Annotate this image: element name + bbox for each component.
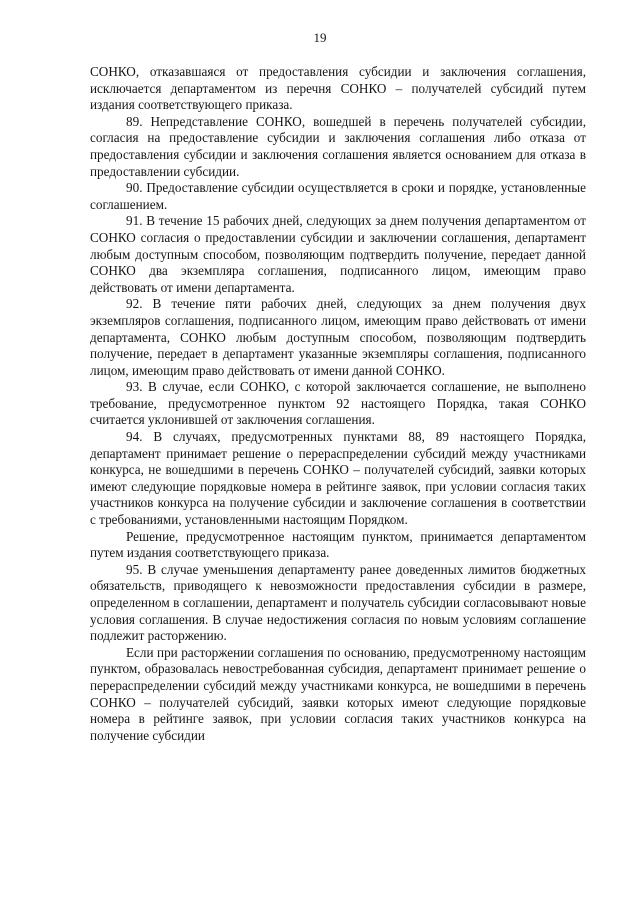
paragraph-94: 94. В случаях, предусмотренных пунктами 88, 89 настоящего Порядка, департамент принимает решение о перераспределении субсидий между участниками конкурса, не вошедшими в перечень СОНКО – получателей субсидий, заявки которых имеют следующие порядковые номера в рейтинге заявок, при условии согласия таких участников конкурса на получение субсидии и заключение соглашения в соответствии с требованиями, установленными настоящим Порядком.: [90, 429, 586, 528]
paragraph-95: 95. В случае уменьшения департаменту ранее доведенных лимитов бюджетных обязательств, приводящего к невозможности предоставления субсидии в размере, определенном в соглашении, департамент и получатель субсидии согласовывают новые условия соглашения. В случае недостижения согласия по новым условиям соглашение подлежит расторжению.: [90, 561, 586, 644]
page-number: 19: [313, 30, 327, 45]
paragraph-90: 90. Предоставление субсидии осуществляется в сроки и порядке, установленные соглашением.: [90, 180, 586, 212]
paragraph-continuation: СОНКО, отказавшаяся от предоставления субсидии и заключения соглашения, исключается департаментом из перечня СОНКО – получателей субсидий путем издания соответствующего приказа.: [90, 64, 586, 113]
paragraph-92: 92. В течение пяти рабочих дней, следующих за днем получения двух экземпляров соглашения, подписанного лицом, имеющим право действовать от имени департамента, СОНКО любым доступным способом, позволяющим подтвердить получение, передает в департамент указанные экземпляры соглашения, подписанного лицом, имеющим право действовать от имени данной СОНКО.: [90, 296, 586, 378]
paragraph-93: 93. В случае, если СОНКО, с которой заключается соглашение, не выполнено требование, предусмотренное пунктом 92 настоящего Порядка, такая СОНКО считается уклонившей от заключения соглашения.: [90, 379, 586, 428]
paragraph-94-decision: Решение, предусмотренное настоящим пунктом, принимается департаментом путем издания соответствующего приказа.: [90, 528, 586, 561]
paragraph-95-termination: Если при расторжении соглашения по основанию, предусмотренному настоящим пунктом, образовалась невостребованная субсидия, департамент принимает решение о перераспределении субсидий между участниками конкурса, не вошедшими в перечень СОНКО – получателей субсидий, заявки которых имеют следующие порядковые номера в рейтинге заявок, при условии согласия таких участников конкурса на получение субсидии: [90, 644, 586, 743]
paragraph-89: 89. Непредставление СОНКО, вошедшей в перечень получателей субсидии, согласия на предоставление субсидии и заключения соглашения либо отказа от предоставления субсидии и заключения соглашения является основанием для отказа в предоставлении субсидии.: [90, 113, 586, 179]
document-body: [90, 64, 586, 744]
paragraph-91: 91. В течение 15 рабочих дней, следующих за днем получения департаментом от СОНКО согласия о предоставлении субсидии и заключении соглашения, департамент любым доступным способом, позволяющим подтвердить получение, передает данной СОНКО два экземпляра соглашения, подписанного лицом, имеющим право действовать от имени департамента.: [90, 213, 586, 295]
